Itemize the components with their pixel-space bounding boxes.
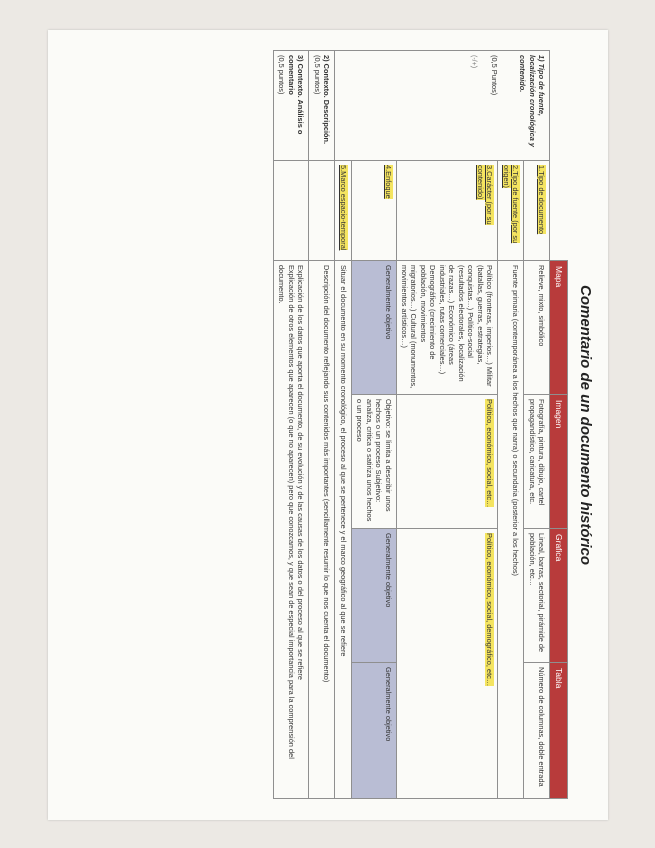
analisis-line-1: Explicación de los datos que aporta el documento, de su evolución y de las causas de los datos o del proceso al que se refiere [296,265,306,680]
section-2 [309,51,335,161]
cell-marco: Situar el documento en su momento cronológico, el proceso al que se pertenece y el marco geográfico al que se refiere [335,261,351,799]
cell-resto-caracter: Político, económico, social, demográfico, etc… [396,529,498,799]
rotated-page [48,30,608,820]
label-tipo-fuente: 2.Tipo de fuente (por su origen) [498,161,524,261]
header-tabla: Tabla [550,663,568,799]
document-sheet [48,30,608,820]
cell-analisis [273,261,308,799]
cell-imagen-tipo: Fotografía, pintura, dibujo, cartel propagandístico, caricatura, etc. [524,395,550,529]
cell-tabla-tipo: Número de columnas, doble entrada [524,663,550,799]
analisis-line-2: Explicación de otros elementos que aparecen (o que no aparecen) pero que conozcamos, y que sean de especial importancia para la comprensión del documento. [277,265,296,759]
cell-grafica-tipo: Lineal, barras, sectorial, pirámide de población, etc… [524,529,550,663]
label-enfoque: 4.Enfoque [351,161,396,261]
cell-imagen-enfoque: Objetivo: se limita a describir unos hechos o un proceso Subjetivo: analiza, critica o satiriza unos hechos o un proceso [351,395,396,529]
section-1-title: 1) Tipo de fuente, localización cronológica y contenido. [518,55,547,147]
page-title: Comentario de un documento histórico [577,284,594,565]
cell-fuente: Fuente primaria (contemporánea a los hechos que narra) o secundaria (posterior a los hechos) [498,261,524,799]
header-grafica: Grafica [550,529,568,663]
section-2-title: 2) Contexto. Descripción. [322,55,332,145]
section-2-points: (0,5 puntos) [312,55,322,95]
cell-imagen-caracter: Político, económico, social, etc… [396,395,498,529]
section-1-note: (-/+) [470,55,478,69]
section-1-points: (0,5 Puntos) [489,55,499,96]
section-3 [273,51,308,161]
section-1 [335,51,550,161]
header-row [550,51,568,799]
row-marco [335,51,351,799]
section-3-points: (0,5 puntos) [277,55,287,95]
cell-mapa-enfoque: Generalmente objetivo [351,261,396,395]
row-caracter [396,51,498,799]
cell-grafica-enfoque: Generalmente objetivo [351,529,396,663]
cell-tabla-enfoque: Generalmente objetivo [351,663,396,799]
row-tipo-fuente [498,51,524,799]
row-enfoque [351,51,396,799]
row-tipo-documento [524,51,550,799]
cell-mapa-caracter: Político (fronteras, imperios…) Militar (batallas, guerras, estrategias, conquistas…) Político-social (resultados electorales, localización de razas…) Económico (áreas industriales, rutas comerciales…) Demográfico (crecimiento de población, movimientos migratorios…) Cultural (monumentos, movimientos artísticos…) [396,261,498,395]
section-3-title: 3) Contexto. Análisis o comentario [286,55,306,135]
label-caracter: 3.Carácter (por su contenido) [396,161,498,261]
cell-descripcion: Descripción del documento reflejando sus contenidos más importantes (sencillamente resumir lo que nos cuenta el documento) [309,261,335,799]
label-tipo-documento: 1.Tipo de documento [524,161,550,261]
header-imagen: Imagen [550,395,568,529]
row-contexto-descripcion [309,51,335,799]
header-mapa: Mapa [550,261,568,395]
row-contexto-analisis [273,51,308,799]
cell-mapa-tipo: Relieve, mixto, simbólico [524,261,550,395]
label-marco: 5.Marco espacio-temporal [335,161,351,261]
commentary-table [273,50,568,799]
